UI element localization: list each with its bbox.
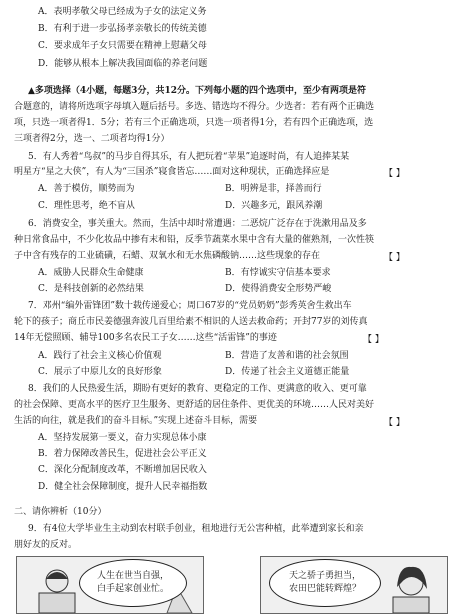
multi-choice-instructions-2: 合题意的，请将所选项字母填入题后括号。多选、错选均不得分。少选者：若有两个正确选 xyxy=(14,102,375,112)
q8-option-a: A．坚持发展第一要义，奋力实现总体小康 xyxy=(38,433,207,443)
right-bubble-line-1: 天之骄子勇担当， xyxy=(288,571,361,581)
left-bubble-line-1: 人生在世当自强， xyxy=(96,571,169,581)
q4-option-d: D．能够从根本上解决我国面临的养老问题 xyxy=(38,59,208,69)
q6-stem-1: 6．消费安全，事关重大。然而，生活中却时常遭遇：二恶烷广泛存在于洗漱用品及多 xyxy=(28,219,367,229)
q7-stem-2: 轮下的孩子；商丘市民姜德强奔波几百里给素不相识的人送去救命药；开封77岁的刘传真 xyxy=(14,317,368,327)
q7-option-c: C．展示了中原儿女的良好形象 xyxy=(38,367,162,377)
q6-stem-3: 子中含有残存的工业硫磺，石蜡、双氧水和无水焦磷酸钠……这些现象的存在 xyxy=(14,251,321,261)
cartoon-right-illustration xyxy=(260,556,448,614)
q4-option-a: A．表明孝敬父母已经成为子女的法定义务 xyxy=(38,7,207,17)
q8-option-b: B．着力保障改善民生，促进社会公平正义 xyxy=(38,449,207,459)
cartoon-left-illustration xyxy=(16,556,204,614)
q5-option-c: C．理性思考，绝不盲从 xyxy=(38,201,135,211)
q5-option-b: B．明辨是非，择善而行 xyxy=(225,184,322,194)
q8-option-c: C．深化分配制度改革，不断增加居民收入 xyxy=(38,465,207,475)
q5-option-d: D．兴趣多元，跟风养潮 xyxy=(225,201,323,211)
q9-stem-2: 朋好友的反对。 xyxy=(14,540,78,550)
q5-option-a: A．善于模仿，顺势而为 xyxy=(38,184,135,194)
q5-stem-1: 5．有人秀着“鸟叔”的马步自得其乐，有人把玩着“苹果”追逐时尚，有人追捧某某 xyxy=(28,152,350,162)
q8-stem-3: 生活的向往，就是我们的奋斗目标。”实现上述奋斗目标，需要 xyxy=(14,416,258,426)
q6-option-c: C．是科技创新的必然结果 xyxy=(38,284,144,294)
q6-stem-2: 种日常食品中，不少化妆品中掺有末和铅，反季节蔬菜水果中含有大量的催熟剂，一次性筷 xyxy=(14,235,375,245)
multi-choice-instructions-3: 项，只选一项者得1．5分；若有三个正确选项，只选一项者得1分，若有四个正确选项，选 xyxy=(14,118,374,128)
q7-option-d: D．传递了社会主义道德正能量 xyxy=(225,367,350,377)
left-speech-bubble xyxy=(79,559,187,607)
q5-stem-2: 明星方“星之大侠”，有人为“三国杀”寝食皆忘……面对这种现状，正确选择应是 xyxy=(14,167,330,177)
q8-option-d: D．健全社会保障制度，提升人民幸福指数 xyxy=(38,482,208,492)
q4-option-b: B．有利于进一步弘扬孝亲敬长的传统美德 xyxy=(38,24,207,34)
section-2-title: 二、请你辨析（10分） xyxy=(14,507,107,517)
q7-answer-bracket[interactable]: 【 】 xyxy=(363,335,384,345)
right-speech-bubble xyxy=(269,559,381,607)
left-bubble-line-2: 白手起家创业忙。 xyxy=(96,584,169,594)
q8-stem-2: 的社会保障、更高水平的医疗卫生服务、更舒适的居住条件、更优美的环境……人民对美好 xyxy=(14,400,375,410)
q7-stem-3: 14年无偿照顾、辅导100多名农民工子女……这些“活雷锋”的事迹 xyxy=(14,333,277,343)
q9-stem-1: 9．有4位大学毕业生主动到农村联手创业，租地进行无公害种植，此举遭到家长和亲 xyxy=(28,524,364,534)
q5-answer-bracket[interactable]: 【 】 xyxy=(384,169,405,179)
q6-option-d: D．使得消费安全形势严峻 xyxy=(225,284,332,294)
q7-option-a: A．践行了社会主义核心价值观 xyxy=(38,351,162,361)
right-bubble-line-2: 农田巴能转辉煌？ xyxy=(288,584,361,594)
q6-option-a: A．威胁人民群众生命健康 xyxy=(38,268,144,278)
q6-option-b: B．有悖诚实守信基本要求 xyxy=(225,268,331,278)
q7-option-b: B．营造了友善和谐的社会氛围 xyxy=(225,351,349,361)
q8-stem-1: 8．我们的人民热爱生活，期盼有更好的教育、更稳定的工作、更满意的收入、更可靠 xyxy=(28,384,367,394)
q6-answer-bracket[interactable]: 【 】 xyxy=(384,253,405,263)
multi-choice-instructions-4: 三项者得2分，选一、二项者均得1分） xyxy=(14,134,170,144)
q7-stem-1: 7．邓州“编外雷锋团”数十载传递爱心；周口67岁的“党员奶奶”彭秀英舍生救出车 xyxy=(28,301,352,311)
multi-choice-instructions-1: ▲多项选择（4小题，每题3分，共12分。下列每小题的四个选项中，至少有两项是符 xyxy=(28,86,366,96)
q4-option-c: C．要求成年子女只需要在精神上慰藉父母 xyxy=(38,41,207,51)
q8-answer-bracket[interactable]: 【 】 xyxy=(384,418,405,428)
